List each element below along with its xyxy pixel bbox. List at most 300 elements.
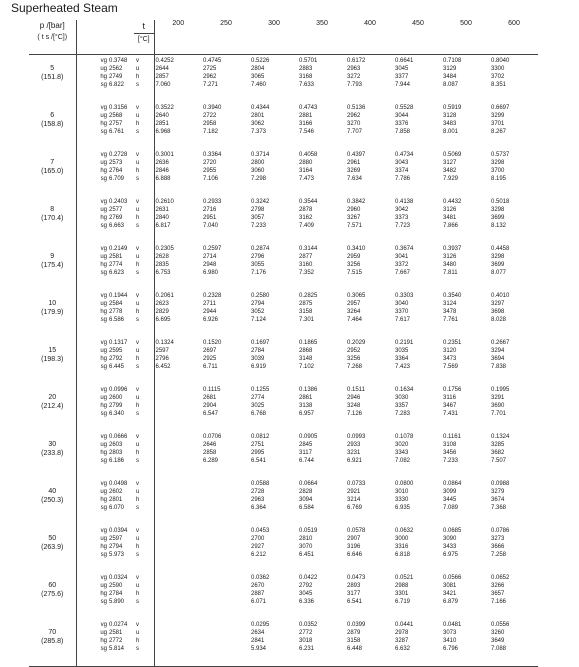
property-name: vg [100,528,107,534]
table-value: 3279 [491,489,505,495]
property-symbol: s [136,129,139,135]
table-cell [346,243,394,290]
table-value: 3299 [491,113,505,119]
saturated-value: 6.340 [109,411,125,417]
table-value: 0.4010 [491,293,510,299]
property-symbol: h [136,450,140,456]
table-value: 6.968 [155,129,171,135]
property-symbol: h [136,74,140,80]
table-value: 2883 [299,66,313,72]
table-value: 8.351 [491,82,507,88]
table-cell [202,525,250,572]
table-value: 3301 [395,591,409,597]
table-value: 3162 [299,215,313,221]
table-cell [490,572,538,619]
table-value: 7.258 [491,552,507,558]
table-value: 6.646 [347,552,363,558]
saturated-value: 0.0996 [109,387,128,393]
saturated-value-line [77,488,131,496]
table-value: 3042 [395,207,409,213]
table-value: 7.944 [395,82,411,88]
table-value: 3248 [347,403,361,409]
table-cell [298,243,346,290]
table-value: 7.176 [251,270,267,276]
table-value: 3128 [443,113,457,119]
table-cell [394,243,442,290]
table-value: 3073 [443,630,457,636]
table-value: 3000 [395,536,409,542]
table-value: 2725 [203,66,217,72]
table-value [156,449,203,457]
saturated-value-line [77,629,131,637]
property-name: vg [100,575,107,581]
table-value: 2952 [347,348,361,354]
saturation-temperature: (165.0) [41,168,64,175]
pressure-value: 7 [50,159,55,166]
table-cell [202,478,250,525]
table-value: 5.934 [251,646,267,652]
temperature-symbol: t [142,21,145,31]
property-symbols-cell [134,102,154,149]
table-value: 3467 [443,403,457,409]
table-value: 0.0352 [299,622,318,628]
table-value: 2722 [203,113,217,119]
table-value: 0.5737 [491,152,510,158]
saturated-value: 2801 [109,497,123,503]
pressure-group-row [29,102,538,149]
table-cell [202,149,250,196]
table-value: 2962 [347,113,361,119]
table-value: 3298 [491,207,505,213]
table-value: 3231 [347,450,361,456]
table-value: 7.082 [395,458,411,464]
saturated-value: 6.761 [109,129,125,135]
table-cell [346,384,394,431]
table-cell [490,619,538,667]
saturated-value-line [77,214,131,222]
table-value: 2962 [203,74,217,80]
table-value [156,621,203,629]
table-value: 3690 [491,403,505,409]
table-value: 8.028 [491,317,507,323]
saturated-value-line [77,433,131,441]
table-cell [298,431,346,478]
property-name: vg [100,481,107,487]
table-value: 6.336 [299,599,315,605]
table-cell [490,196,538,243]
property-symbols-cell [134,431,154,478]
property-symbol: s [136,505,139,511]
table-cell [394,290,442,337]
saturated-value-line [77,457,131,465]
table-value: 2845 [299,442,313,448]
table-value: 3297 [491,301,505,307]
saturated-value: 0.1944 [109,293,128,299]
table-value: 6.364 [251,505,267,511]
table-value: 3700 [491,168,505,174]
table-value: 2960 [347,207,361,213]
table-value: 2714 [203,254,217,260]
table-value: 7.283 [395,411,411,417]
table-value: 2774 [251,395,265,401]
table-value: 0.0685 [443,528,462,534]
saturation-temp-label: ( t s /[°C]) [37,34,68,41]
table-value: 7.858 [395,129,411,135]
table-cell [490,243,538,290]
table-value [203,496,250,504]
saturated-value-line [77,269,131,277]
table-cell [250,337,298,384]
table-cell [154,243,202,290]
property-name: sg [100,646,107,652]
table-value: 7.233 [251,223,267,229]
saturated-values-cell [76,337,134,384]
table-value: 6.768 [251,411,267,417]
table-value: 8.195 [491,176,507,182]
table-value: 2995 [251,450,265,456]
pressure-group-row [29,478,538,525]
table-value: 2794 [251,301,265,307]
table-cell [250,290,298,337]
saturation-temperature: (170.4) [41,215,64,222]
table-value: 0.1078 [395,434,414,440]
property-symbols-cell [134,384,154,431]
table-value: 2716 [203,207,217,213]
property-name: vg [100,246,107,252]
table-value: 6.541 [347,599,363,605]
table-value: 8.077 [491,270,507,276]
table-value [156,551,203,559]
table-value: 3269 [347,168,361,174]
saturated-value-line [77,222,131,230]
table-value: 7.571 [347,223,363,229]
saturated-value-line [77,151,131,159]
saturated-value: 2764 [109,168,123,174]
table-value: 3044 [395,113,409,119]
table-value: 7.569 [443,364,459,370]
table-value: 3166 [299,121,313,127]
pressure-value: 8 [50,206,55,213]
table-cell [298,525,346,572]
saturated-value: 2757 [109,121,123,127]
table-value [156,598,203,606]
table-cell [442,619,490,667]
table-cell [346,55,394,103]
header-row [29,20,538,55]
saturated-value: 2803 [109,450,123,456]
saturated-value-line [77,292,131,300]
table-value: 2810 [299,536,313,542]
table-value: 3018 [299,638,313,644]
table-value: 6.980 [203,270,219,276]
property-name: hg [100,168,107,174]
table-value: 3010 [395,489,409,495]
table-value [156,574,203,582]
table-value: 3298 [491,254,505,260]
saturated-value-line [77,394,131,402]
table-cell [346,572,394,619]
table-value: 7.723 [395,223,411,229]
table-cell [394,384,442,431]
saturated-values-cell [76,478,134,525]
table-value: 2681 [203,395,217,401]
table-value: 0.4432 [443,199,462,205]
pressure-group-row [29,431,538,478]
property-symbol: v [136,105,139,111]
property-name: hg [100,262,107,268]
table-value: 2878 [299,207,313,213]
saturated-value: 2603 [109,442,123,448]
table-value [156,637,203,645]
table-value: 6.921 [347,458,363,464]
table-value: 2841 [251,638,265,644]
table-value: 7.089 [443,505,459,511]
saturated-value: 0.1317 [109,340,128,346]
table-value: 3062 [251,121,265,127]
table-value: 0.0664 [299,481,318,487]
saturated-value-line [77,300,131,308]
table-value: 0.0362 [251,575,270,581]
table-cell [202,243,250,290]
property-symbols-cell [134,196,154,243]
table-value: 3138 [299,403,313,409]
property-name: ug [100,442,107,448]
saturated-value-line [77,175,131,183]
table-value: 3357 [395,403,409,409]
saturated-value: 2784 [109,591,123,597]
property-symbol: v [136,481,139,487]
table-value: 3291 [491,395,505,401]
property-symbol: h [136,544,140,550]
table-value: 2958 [203,121,217,127]
table-cell [394,478,442,525]
table-value: 0.3303 [395,293,414,299]
table-value: 3649 [491,638,505,644]
table-value: 3478 [443,309,457,315]
pressure-cell [29,384,76,431]
table-value: 3127 [443,160,457,166]
table-value: 0.1511 [347,387,365,393]
property-symbols-cell [134,572,154,619]
pressure-value: 20 [48,394,57,401]
table-value: 0.4745 [203,58,222,64]
property-name: sg [100,270,107,276]
table-value: 7.633 [299,82,315,88]
property-name: sg [100,411,107,417]
saturated-value: 6.070 [109,505,125,511]
table-value: 7.060 [155,82,171,88]
pressure-group-row [29,149,538,196]
table-value [156,543,203,551]
pressure-group-row [29,619,538,667]
table-value: 2893 [347,583,361,589]
property-name: hg [100,74,107,80]
table-value: 2877 [299,254,313,260]
table-value: 2796 [155,356,169,362]
table-value: 7.368 [491,505,507,511]
table-value: 8.267 [491,129,507,135]
table-value: 6.584 [299,505,315,511]
property-name: sg [100,458,107,464]
property-symbol: h [136,403,140,409]
temperature-column-header: 600 [490,20,538,55]
table-value: 0.0422 [299,575,318,581]
table-value: 0.2191 [395,340,414,346]
table-value: 0.0864 [443,481,462,487]
pressure-cell [29,102,76,149]
table-value: 2951 [203,215,217,221]
saturated-value: 0.0498 [109,481,128,487]
temperature-header [134,20,154,55]
table-value: 3158 [347,638,361,644]
table-cell [346,337,394,384]
table-cell [442,525,490,572]
table-value: 3040 [395,301,409,307]
saturated-value-line [77,574,131,582]
saturated-values-cell [76,525,134,572]
property-name: hg [100,544,107,550]
table-value: 3316 [395,544,409,550]
saturated-value-line [77,261,131,269]
table-cell [394,337,442,384]
saturated-value: 6.663 [109,223,125,229]
saturated-value-line [77,410,131,418]
property-symbol: u [136,489,140,495]
property-symbol: v [136,293,139,299]
saturated-value: 5.814 [109,646,125,652]
table-cell [250,196,298,243]
table-value: 2792 [299,583,313,589]
table-cell [250,55,298,103]
table-cell [442,337,490,384]
table-value: 2835 [155,262,169,268]
table-value [156,386,203,394]
table-value: 2858 [203,450,217,456]
table-cell [202,290,250,337]
saturation-temperature: (263.9) [41,544,64,551]
table-cell [298,384,346,431]
table-value: 3126 [443,254,457,260]
property-symbol: s [136,364,139,370]
saturated-value: 2794 [109,544,123,550]
saturated-values-cell [76,384,134,431]
table-cell [442,572,490,619]
table-cell [394,431,442,478]
table-value [203,582,250,590]
saturated-value: 2577 [109,207,123,213]
saturated-value: 2799 [109,403,123,409]
table-value: 6.451 [299,552,315,558]
property-name: vg [100,105,107,111]
table-value: 0.3242 [251,199,270,205]
pressure-group-row [29,243,538,290]
table-value: 0.3364 [203,152,222,158]
table-value: 0.0993 [347,434,366,440]
table-value: 0.4743 [299,105,318,111]
property-symbol: h [136,497,140,503]
table-value [156,441,203,449]
table-value: 0.3001 [155,152,174,158]
saturated-value-line [77,543,131,551]
table-value: 0.0295 [251,622,270,628]
table-value: 0.1995 [491,387,510,393]
table-value: 2851 [155,121,169,127]
table-value: 2700 [251,536,265,542]
saturated-value-line [77,316,131,324]
table-value: 3264 [347,309,361,315]
table-value [156,488,203,496]
table-cell [442,243,490,290]
superheated-steam-table [29,20,538,667]
table-value: 0.3674 [395,246,414,252]
table-value: 3694 [491,356,505,362]
table-value: 0.2933 [203,199,222,205]
saturated-value-line [77,496,131,504]
table-value: 6.289 [203,458,219,464]
table-value: 3484 [443,74,457,80]
table-value: 3099 [443,489,457,495]
table-value: 3266 [491,583,505,589]
table-cell [298,102,346,149]
table-value: 3065 [251,74,265,80]
table-value: 3285 [491,442,505,448]
table-value: 3482 [443,168,457,174]
pressure-group-row [29,337,538,384]
pressure-header [29,20,76,55]
table-value: 3456 [443,450,457,456]
property-name: sg [100,552,107,558]
table-value: 3421 [443,591,457,597]
saturated-value: 5.890 [109,599,125,605]
saturated-value: 6.822 [109,82,125,88]
property-symbol: u [136,395,140,401]
table-value: 0.0733 [347,481,366,487]
saturated-value: 2590 [109,583,123,589]
table-cell [154,102,202,149]
table-value: 2904 [203,403,217,409]
table-value [156,480,203,488]
saturated-value: 6.445 [109,364,125,370]
property-symbol: h [136,638,140,644]
table-value: 0.0399 [347,622,366,628]
table-value: 0.0521 [395,575,414,581]
saturated-value: 2602 [109,489,123,495]
saturated-value: 2600 [109,395,123,401]
property-name: vg [100,434,107,440]
table-value [203,504,250,512]
table-value: 2644 [155,66,169,72]
table-value: 6.547 [203,411,219,417]
pressure-group-row [29,196,538,243]
table-value: 7.929 [443,176,459,182]
table-cell [154,572,202,619]
saturated-value-line [77,590,131,598]
saturation-temperature: (175.4) [41,262,64,269]
table-value: 6.818 [395,552,411,558]
table-cell [394,196,442,243]
temperature-unit: [°C] [134,33,154,45]
table-value: 7.838 [491,364,507,370]
table-value: 3370 [395,309,409,315]
property-name: hg [100,309,107,315]
table-value: 0.3410 [347,246,366,252]
property-symbol: h [136,591,140,597]
table-value: 2640 [155,113,169,119]
table-value [203,488,250,496]
saturated-value-line [77,112,131,120]
table-value: 6.817 [155,223,171,229]
table-value: 7.102 [299,364,315,370]
